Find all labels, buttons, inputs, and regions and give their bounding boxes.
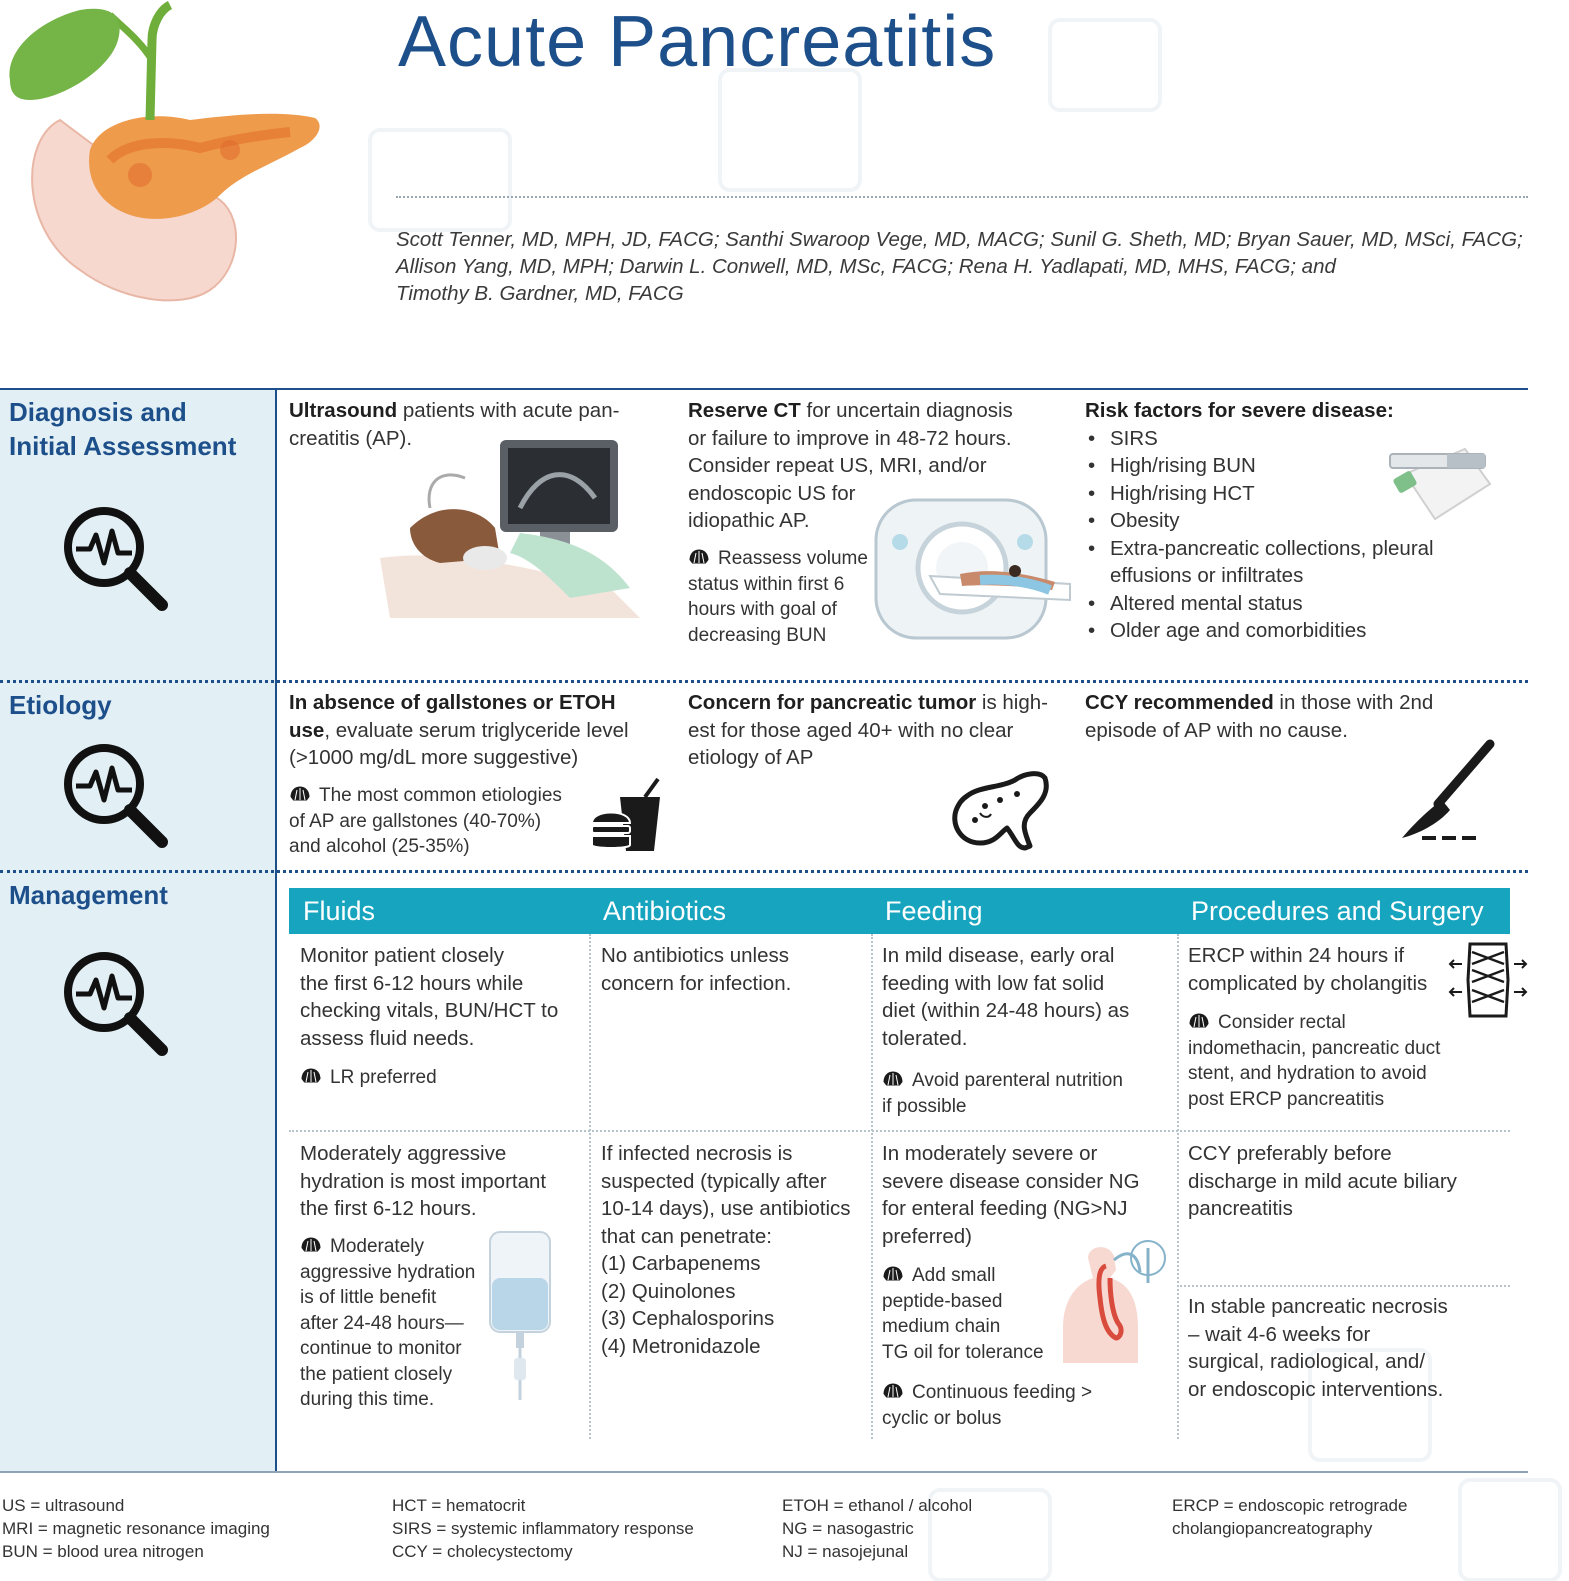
procedures-row1-text	[1188, 942, 1458, 997]
text-line: and alcohol (25-35%)	[289, 836, 470, 857]
text-line: endoscopic US for	[688, 481, 856, 505]
text-line: No antibiotics unless	[601, 944, 790, 967]
text-line: (1) Carbapenems	[601, 1252, 761, 1275]
text-line: checking vitals, BUN/HCT to	[300, 999, 559, 1022]
antibiotics-row1-text	[601, 942, 871, 997]
text-line: is of little benefit	[300, 1287, 437, 1308]
etiology-section-title: Etiology	[9, 690, 112, 720]
text-span: patients with acute pan-	[397, 399, 620, 422]
feeding-header: Feeding	[871, 888, 1177, 934]
header-divider	[396, 196, 1528, 198]
shell-bullet-icon	[1188, 1011, 1210, 1031]
column-divider	[1177, 934, 1179, 1439]
shell-bullet-icon	[882, 1264, 904, 1284]
bold-lead: Concern for pancreatic tumor	[688, 691, 977, 714]
text-line: hydration is most important	[300, 1169, 547, 1193]
continuous-feeding-note	[882, 1380, 1172, 1431]
text-line: the first 6-12 hours while	[300, 971, 524, 995]
text-line: aggressive hydration	[300, 1261, 476, 1283]
text-line: that can penetrate:	[601, 1224, 772, 1248]
text-line: decreasing BUN	[688, 624, 827, 646]
parenteral-note	[882, 1068, 1172, 1119]
text-line: discharge in mild acute biliary	[1188, 1169, 1457, 1193]
text-line: stent, and hydration to avoid	[1188, 1063, 1427, 1084]
text-line: preferred)	[882, 1224, 973, 1248]
text-line: assess fluid needs.	[300, 1026, 475, 1050]
ultrasound-illustration	[370, 438, 670, 618]
section-divider	[0, 680, 1528, 683]
text-line: complicated by cholangitis	[1188, 971, 1428, 995]
shell-bullet-icon	[688, 547, 710, 567]
list-item: • High/rising HCT	[1085, 480, 1535, 508]
lab-tube-illustration	[1385, 444, 1495, 524]
text-line: est for those aged 40+ with no clear	[688, 718, 1014, 742]
fluids-row1-text	[300, 942, 585, 1052]
list-item: • High/rising BUN	[1085, 452, 1535, 480]
text-line: or failure to improve in 48-72 hours.	[688, 426, 1012, 450]
list-item: • Older age and comorbidities	[1085, 617, 1535, 645]
text-line: idiopathic AP.	[688, 509, 810, 532]
list-item: • SIRS	[1085, 425, 1535, 453]
abbreviations-col2	[392, 1494, 772, 1563]
text-line: continue to monitor	[300, 1338, 462, 1359]
text-line: In moderately severe or	[882, 1142, 1098, 1165]
text-line: hours with goal of	[688, 599, 837, 620]
author-line: Timothy B. Gardner, MD, FACG	[396, 282, 684, 305]
list-item: • Obesity	[1085, 507, 1535, 535]
abbreviation: NJ = nasojejunal	[782, 1542, 909, 1561]
text-line: post ERCP pancreatitis	[1188, 1088, 1385, 1110]
management-section-title: Management	[9, 880, 168, 910]
feeding-row1-text	[882, 942, 1172, 1052]
abbreviation: US = ultrasound	[2, 1496, 125, 1515]
pancreatic-tumor-text	[688, 689, 1073, 772]
section-divider	[0, 870, 1528, 873]
author-line: Allison Yang, MD, MPH; Darwin L. Conwell, MD, MSc, FACG; Rena H. Yadlapati, MD, MHS, FACG; and	[396, 255, 1336, 278]
lr-preferred-note	[300, 1065, 437, 1091]
text-line: suspected (typically after	[601, 1169, 827, 1193]
text-span: Add small	[912, 1265, 996, 1286]
shell-bullet-icon	[300, 1235, 322, 1255]
antibiotics-row2-text	[601, 1140, 871, 1360]
table-top-rule	[0, 388, 1528, 390]
text-line: severe disease consider NG	[882, 1169, 1140, 1193]
shell-bullet-icon	[289, 784, 311, 804]
text-line: Moderately aggressive	[300, 1142, 507, 1165]
text-line: etiology of AP	[688, 746, 814, 769]
abbreviations-col4	[1172, 1494, 1552, 1540]
ng-tube-illustration	[1058, 1238, 1170, 1363]
text-line: of AP are gallstones (40-70%)	[289, 810, 542, 832]
text-line: tolerated.	[882, 1026, 968, 1050]
text-line: pancreatitis	[1188, 1197, 1293, 1220]
text-line: peptide-based	[882, 1290, 1003, 1312]
list-item: • Altered mental status	[1085, 590, 1535, 618]
text-line: ERCP within 24 hours if	[1188, 944, 1405, 967]
common-etiologies-note	[289, 783, 599, 860]
text-line: the patient closely	[300, 1363, 453, 1385]
text-line: indomethacin, pancreatic duct	[1188, 1037, 1441, 1059]
procedures-row2-text	[1188, 1140, 1508, 1223]
section-title-line: Diagnosis and	[9, 397, 187, 427]
text-line: (3) Cephalosporins	[601, 1307, 775, 1330]
text-span: Consider rectal	[1218, 1012, 1346, 1033]
ct-scanner-illustration	[870, 494, 1075, 644]
abbreviation: MRI = magnetic resonance imaging	[2, 1519, 270, 1538]
text-span: Reassess volume	[718, 548, 868, 569]
text-span: The most common etiologies	[319, 785, 562, 806]
abbreviations-col1	[2, 1494, 382, 1563]
text-line: In mild disease, early oral	[882, 944, 1115, 967]
text-line: diet (within 24-48 hours) as	[882, 999, 1130, 1022]
iv-bag-illustration	[486, 1228, 556, 1403]
text-line: or endoscopic interventions.	[1188, 1377, 1444, 1401]
text-line: during this time.	[300, 1389, 435, 1410]
hydration-note	[300, 1234, 495, 1413]
abbreviation: HCT = hematocrit	[392, 1496, 526, 1515]
text-line: after 24-48 hours—	[300, 1312, 464, 1334]
abbreviation: SIRS = systemic inflammatory response	[392, 1519, 694, 1538]
abbreviation: cholangiopancreatography	[1172, 1519, 1373, 1538]
text-line: – wait 4-6 weeks for	[1188, 1322, 1371, 1346]
text-line: (>1000 mg/dL more suggestive)	[289, 746, 579, 769]
abbreviation: BUN = blood urea nitrogen	[2, 1542, 204, 1561]
text-span: in those with 2nd	[1273, 691, 1434, 714]
antibiotics-header: Antibiotics	[589, 888, 871, 934]
feeding-row2-text	[882, 1140, 1172, 1250]
ccy-recommended-text	[1085, 689, 1515, 744]
text-line: status within first 6	[688, 573, 845, 595]
row-divider	[289, 1130, 1510, 1132]
magnifier-pulse-icon	[62, 742, 172, 852]
magnifier-pulse-icon	[62, 505, 172, 615]
peptide-note	[882, 1263, 1082, 1365]
abbreviation: NG = nasogastric	[782, 1519, 914, 1538]
text-line: TG oil for tolerance	[882, 1341, 1044, 1363]
scalpel-icon	[1398, 738, 1498, 848]
reassess-note	[688, 546, 878, 648]
abbreviation: ETOH = ethanol / alcohol	[782, 1496, 973, 1515]
bold-lead: use	[289, 718, 325, 742]
diagnosis-section-title	[9, 395, 236, 463]
procedures-row3-text	[1188, 1293, 1508, 1403]
text-line: cyclic or bolus	[882, 1407, 1002, 1429]
abbreviation: CCY = cholecystectomy	[392, 1542, 573, 1561]
page-title: Acute Pancreatitis	[398, 2, 997, 82]
text-span: Avoid parenteral nutrition	[912, 1070, 1123, 1091]
text-line: episode of AP with no cause.	[1085, 718, 1348, 742]
table-bottom-rule	[0, 1471, 1528, 1473]
risk-factors-title: Risk factors for severe disease:	[1085, 399, 1394, 422]
text-line: for enteral feeding (NG>NJ	[882, 1197, 1128, 1220]
text-line: if possible	[882, 1095, 967, 1117]
text-line: 10-14 days), use antibiotics	[601, 1197, 851, 1220]
abbreviation: ERCP = endoscopic retrograde	[1172, 1496, 1408, 1515]
text-span: for uncertain diagnosis	[800, 399, 1013, 422]
shell-bullet-icon	[882, 1069, 904, 1089]
text-span: LR preferred	[330, 1067, 437, 1088]
text-line: If infected necrosis is	[601, 1142, 793, 1165]
column-divider	[589, 934, 591, 1439]
text-line: Consider repeat US, MRI, and/or	[688, 454, 987, 477]
text-span: , evaluate serum triglyceride level	[324, 718, 629, 742]
list-item: • Extra-pancreatic collections, pleural effusions or infiltrates	[1085, 535, 1465, 590]
abbreviations-col3	[782, 1494, 1162, 1563]
magnifier-pulse-icon	[62, 950, 172, 1060]
text-line: In stable pancreatic necrosis	[1188, 1295, 1448, 1318]
bold-lead: Ultrasound	[289, 399, 398, 422]
row-divider	[1177, 1285, 1510, 1287]
fluids-header: Fluids	[289, 888, 589, 934]
text-line: Monitor patient closely	[300, 944, 504, 967]
pancreas-outline-icon	[945, 768, 1055, 853]
stent-icon	[1448, 940, 1528, 1020]
procedures-header: Procedures and Surgery	[1177, 888, 1510, 934]
text-line: creatitis (AP).	[289, 426, 413, 450]
text-span: Continuous feeding >	[912, 1382, 1093, 1403]
text-line: CCY preferably before	[1188, 1142, 1392, 1165]
ercp-note	[1188, 1010, 1488, 1112]
column-divider	[871, 934, 873, 1439]
author-list	[396, 226, 1536, 307]
author-line: Scott Tenner, MD, MPH, JD, FACG; Santhi Swaroop Vege, MD, MACG; Sunil G. Sheth, MD; Bryan Sauer, MD, MSci, FACG;	[396, 228, 1523, 251]
pancreas-illustration	[0, 0, 330, 310]
section-title-line: Initial Assessment	[9, 431, 237, 461]
shell-bullet-icon	[300, 1066, 322, 1086]
shell-bullet-icon	[882, 1381, 904, 1401]
bold-lead: CCY recommended	[1085, 691, 1274, 714]
triglyceride-text	[289, 689, 674, 772]
fast-food-icon	[590, 775, 665, 855]
text-span: is high-	[976, 691, 1048, 714]
text-line: (2) Quinolones	[601, 1279, 736, 1303]
text-line: the first 6-12 hours.	[300, 1197, 477, 1220]
fluids-row2-text	[300, 1140, 585, 1223]
text-line: concern for infection.	[601, 971, 792, 995]
text-span: Moderately	[330, 1236, 424, 1257]
text-line: (4) Metronidazole	[601, 1334, 761, 1358]
text-line: surgical, radiological, and/	[1188, 1350, 1426, 1373]
text-line: medium chain	[882, 1316, 1001, 1337]
bold-lead: Reserve CT	[688, 399, 801, 422]
bold-lead: In absence of gallstones or ETOH	[289, 691, 616, 714]
text-line: feeding with low fat solid	[882, 971, 1105, 995]
